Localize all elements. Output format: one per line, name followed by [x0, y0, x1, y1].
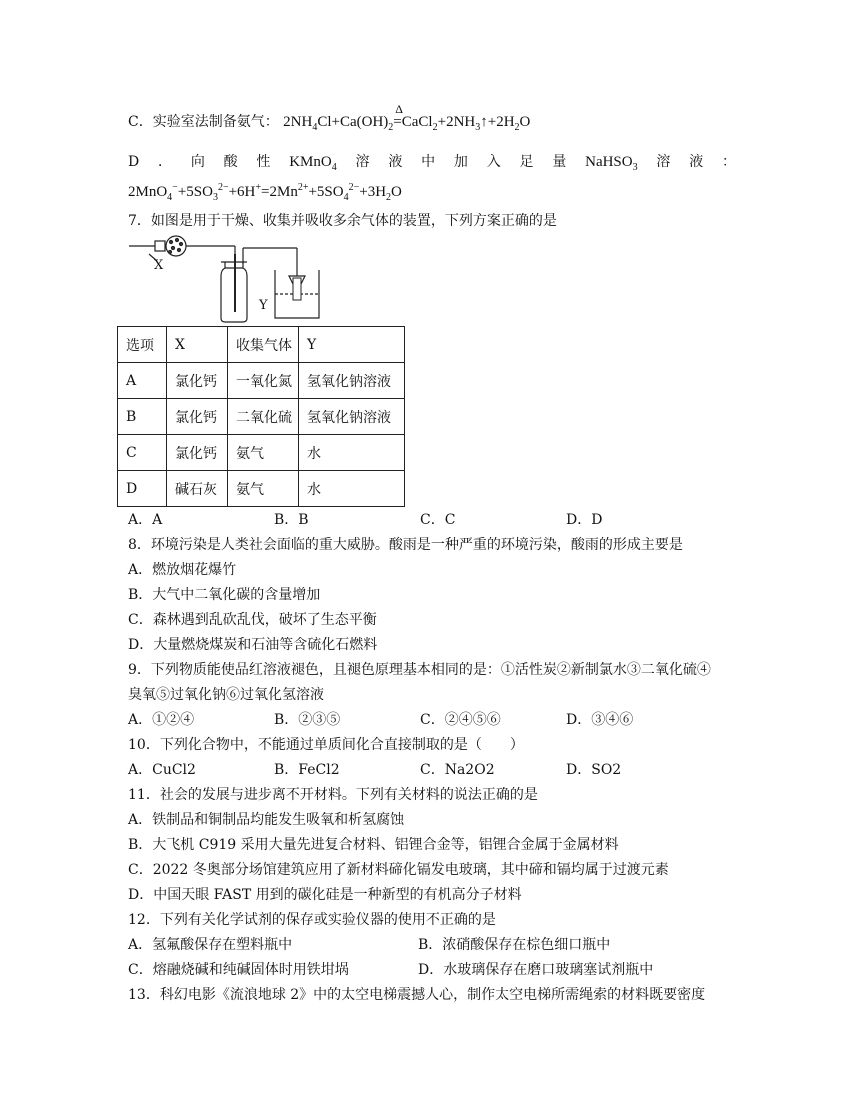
- option-a[interactable]: A．A: [128, 512, 163, 528]
- table-cell: 一氧化氮: [228, 363, 299, 399]
- table-cell: 碱石灰: [167, 471, 228, 507]
- q10-stem: 10．下列化合物中，不能通过单质间化合直接制取的是（ ）: [128, 737, 524, 753]
- table-cell: 氢氧化钠溶液: [299, 363, 405, 399]
- q6d-char: 足: [519, 154, 534, 170]
- option-c[interactable]: C．熔融烧碱和纯碱固体时用铁坩埚: [128, 962, 349, 978]
- table-row: [118, 363, 405, 399]
- q7-option-table: [117, 326, 405, 507]
- q11-option-d[interactable]: D．中国天眼 FAST 用到的碳化硅是一种新型的有机高分子材料: [128, 887, 522, 903]
- table-cell: 二氧化硫: [228, 399, 299, 435]
- option-d[interactable]: D．③④⑥: [566, 712, 634, 728]
- q6d-char: ：: [722, 154, 736, 170]
- option-a[interactable]: A．①②④: [128, 712, 195, 728]
- q9-stem-line2: 臭氧⑤过氧化钠⑥过氧化氢溶液: [128, 687, 324, 703]
- q8-option-c[interactable]: C．森林遇到乱砍乱伐，破坏了生态平衡: [128, 612, 377, 628]
- q6d-kmno4: KMnO$_4$: [289, 154, 337, 173]
- table-cell: 氨气: [228, 435, 299, 471]
- q7-stem: 7．如图是用于干燥、收集并吸收多余气体的装置，下列方案正确的是: [128, 213, 557, 229]
- q6d-char: 溶: [355, 154, 370, 170]
- q11-stem: 11．社会的发展与进步离不开材料。下列有关材料的说法正确的是: [128, 787, 538, 803]
- table-cell: A: [118, 363, 167, 399]
- table-row: [118, 435, 405, 471]
- q6d-char: D: [128, 154, 140, 170]
- option-b[interactable]: B．FeCl2: [274, 762, 340, 778]
- q6d-char: 量: [552, 154, 567, 170]
- option-b[interactable]: B．浓硝酸保存在棕色细口瓶中: [418, 937, 611, 953]
- option-a[interactable]: A．氢氟酸保存在塑料瓶中: [128, 937, 293, 953]
- table-cell: 水: [299, 471, 405, 507]
- table-cell: 氨气: [228, 471, 299, 507]
- table-row: [118, 399, 405, 435]
- q6d-char: 性: [256, 154, 271, 170]
- q6d-char: ．: [158, 154, 173, 170]
- diagram-label-x: X: [154, 258, 164, 273]
- table-header: 收集气体: [228, 327, 299, 363]
- q11-option-c[interactable]: C．2022 冬奥部分场馆建筑应用了新材料碲化镉发电玻璃，其中碲和镉均属于过渡元素: [128, 862, 669, 878]
- q6d-char: 中: [421, 154, 436, 170]
- q6d-nahso3: NaHSO$_3$: [585, 154, 638, 173]
- q6c-equation: $2NH_4Cl+Ca(OH)_2$ Δ $=CaCl_2+2NH_3↑+2H_2O$: [283, 102, 531, 133]
- q11-option-b[interactable]: B．大飞机 C919 采用大量先进复合材料、铝锂合金等，铝锂合金属于金属材料: [128, 837, 619, 853]
- table-cell: C: [118, 435, 167, 471]
- table-header: 选项: [118, 327, 167, 363]
- option-c[interactable]: C．Na2O2: [420, 762, 495, 778]
- table-cell: 氯化钙: [167, 363, 228, 399]
- q6d-char: 液: [689, 154, 704, 170]
- q8-stem: 8．环境污染是人类社会面临的重大威胁。酸雨是一种严重的环境污染，酸雨的形成主要是: [128, 537, 683, 553]
- q6c-line: [128, 102, 531, 133]
- q6d-line: [128, 152, 736, 172]
- option-c[interactable]: C．C: [420, 512, 456, 528]
- option-d[interactable]: D．水玻璃保存在磨口玻璃塞试剂瓶中: [418, 962, 654, 978]
- q9-options: [128, 710, 736, 730]
- q8-option-a[interactable]: A．燃放烟花爆竹: [128, 562, 237, 578]
- q8-option-b[interactable]: B．大气中二氧化碳的含量增加: [128, 587, 321, 603]
- q10-options: [128, 760, 736, 780]
- q6c-prefix: C．实验室法制备氨气：: [128, 114, 279, 130]
- table-header: X: [167, 327, 228, 363]
- q6d-char: 向: [190, 154, 205, 170]
- q12-stem: 12．下列有关化学试剂的保存或实验仪器的使用不正确的是: [128, 912, 496, 928]
- q9-stem-line1: 9．下列物质能使品红溶液褪色，且褪色原理基本相同的是：①活性炭②新制氯水③二氧化硫④: [128, 662, 711, 678]
- q6d-char: 酸: [223, 154, 238, 170]
- table-row: [118, 471, 405, 507]
- q12-options-row2: [128, 960, 736, 980]
- table-cell: 氯化钙: [167, 435, 228, 471]
- q11-option-a[interactable]: A．铁制品和铜制品均能发生吸氧和析氢腐蚀: [128, 812, 405, 828]
- diagram-label-y: Y: [259, 298, 268, 313]
- table-cell: 氢氧化钠溶液: [299, 399, 405, 435]
- table-cell: B: [118, 399, 167, 435]
- table-cell: 水: [299, 435, 405, 471]
- option-b[interactable]: B．②③⑤: [274, 712, 341, 728]
- q8-option-d[interactable]: D．大量燃烧煤炭和石油等含硫化石燃料: [128, 637, 378, 653]
- option-a[interactable]: A．CuCl2: [128, 762, 196, 778]
- option-d[interactable]: D．SO2: [566, 762, 622, 778]
- option-d[interactable]: D．D: [566, 512, 603, 528]
- table-header-row: [118, 327, 405, 363]
- table-cell: D: [118, 471, 167, 507]
- q7-options: [128, 510, 736, 530]
- q12-options-row1: [128, 935, 736, 955]
- q6d-char: 入: [486, 154, 501, 170]
- q6d-char: 加: [453, 154, 468, 170]
- q6d-equation: $2MnO_4^-+5SO_3^{2-}+6H^+=2Mn^{2+}+5SO_4^{2-}+3H_2O$: [128, 182, 402, 203]
- q13-stem: 13．科幻电影《流浪地球 2》中的太空电梯震撼人心，制作太空电梯所需绳索的材料既要密度: [128, 987, 706, 1003]
- option-b[interactable]: B．B: [274, 512, 309, 528]
- q6d-char: 溶: [656, 154, 671, 170]
- gas-apparatus-diagram: [125, 232, 325, 324]
- q6d-char: 液: [388, 154, 403, 170]
- table-cell: 氯化钙: [167, 399, 228, 435]
- table-header: Y: [299, 327, 405, 363]
- option-c[interactable]: C．②④⑤⑥: [420, 712, 501, 728]
